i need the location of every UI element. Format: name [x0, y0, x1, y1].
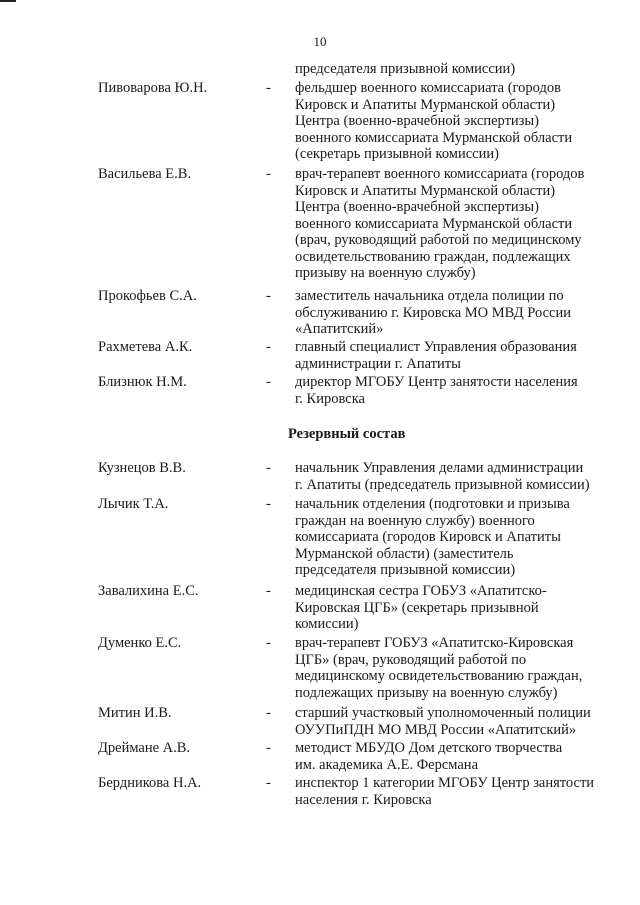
member-dash: -	[266, 166, 271, 182]
member-dash: -	[266, 496, 271, 512]
member-position: старший участковый уполномоченный полиции ОУУПиПДН МО МВД России «Апатитский»	[295, 705, 591, 738]
member-name: Бердникова Н.А.	[98, 775, 202, 791]
continuation-text: председателя призывной комиссии)	[295, 61, 516, 77]
member-name: Дреймане А.В.	[98, 740, 191, 756]
member-position: методист МБУДО Дом детского творчества им. академика А.Е. Ферсмана	[295, 740, 563, 773]
member-position: медицинская сестра ГОБУЗ «Апатитско- Кировская ЦГБ» (секретарь призывной комиссии)	[295, 583, 547, 632]
member-name: Кузнецов В.В.	[98, 460, 186, 476]
member-name: Близнюк Н.М.	[98, 374, 187, 390]
member-dash: -	[266, 635, 271, 651]
member-dash: -	[266, 460, 271, 476]
reserve-section-title: Резервный состав	[288, 426, 406, 442]
member-position: директор МГОБУ Центр занятости населения г. Кировска	[295, 374, 578, 407]
member-position: инспектор 1 категории МГОБУ Центр занятости населения г. Кировска	[295, 775, 595, 808]
member-name: Пивоварова Ю.Н.	[98, 80, 208, 96]
member-name: Митин И.В.	[98, 705, 172, 721]
member-position: заместитель начальника отдела полиции по обслуживанию г. Кировска МО МВД России «Апатитский»	[295, 288, 572, 337]
member-name: Думенко Е.С.	[98, 635, 182, 651]
member-name: Лычик Т.А.	[98, 496, 169, 512]
member-dash: -	[266, 80, 271, 96]
member-name: Васильева Е.В.	[98, 166, 192, 182]
member-dash: -	[266, 740, 271, 756]
member-name: Прокофьев С.А.	[98, 288, 197, 304]
member-dash: -	[266, 705, 271, 721]
member-position: начальник Управления делами администрации г. Апатиты (председатель призывной комиссии)	[295, 460, 590, 493]
member-dash: -	[266, 775, 271, 791]
member-dash: -	[266, 374, 271, 390]
member-dash: -	[266, 288, 271, 304]
member-position: врач-терапевт ГОБУЗ «Апатитско-Кировская ЦГБ» (врач, руководящий работой по медицинскому освидетельствованию граждан, подлежащих призыву на военную службу)	[295, 635, 583, 701]
member-dash: -	[266, 339, 271, 355]
member-name: Завалихина Е.С.	[98, 583, 199, 599]
member-position: главный специалист Управления образования администрации г. Апатиты	[295, 339, 577, 372]
page-number: 10	[313, 34, 327, 49]
member-position: фельдшер военного комиссариата (городов Кировск и Апатиты Мурманской области) Центра (военно-врачебной экспертизы) военного комиссариата Мурманской области (секретарь призывной комиссии)	[295, 80, 573, 162]
member-name: Рахметева А.К.	[98, 339, 193, 355]
member-position: врач-терапевт военного комиссариата (городов Кировск и Апатиты Мурманской области) Центра (военно-врачебной экспертизы) военного комиссариата Мурманской области (врач, руководящий работой по медицинскому освидетельствованию граждан, подлежащих призыву на военную службу)	[295, 166, 585, 281]
member-position: начальник отделения (подготовки и призыва граждан на военную службу) военного комиссариата (городов Кировск и Апатиты Мурманской области) (заместитель председателя призывной комиссии)	[295, 496, 570, 578]
member-dash: -	[266, 583, 271, 599]
